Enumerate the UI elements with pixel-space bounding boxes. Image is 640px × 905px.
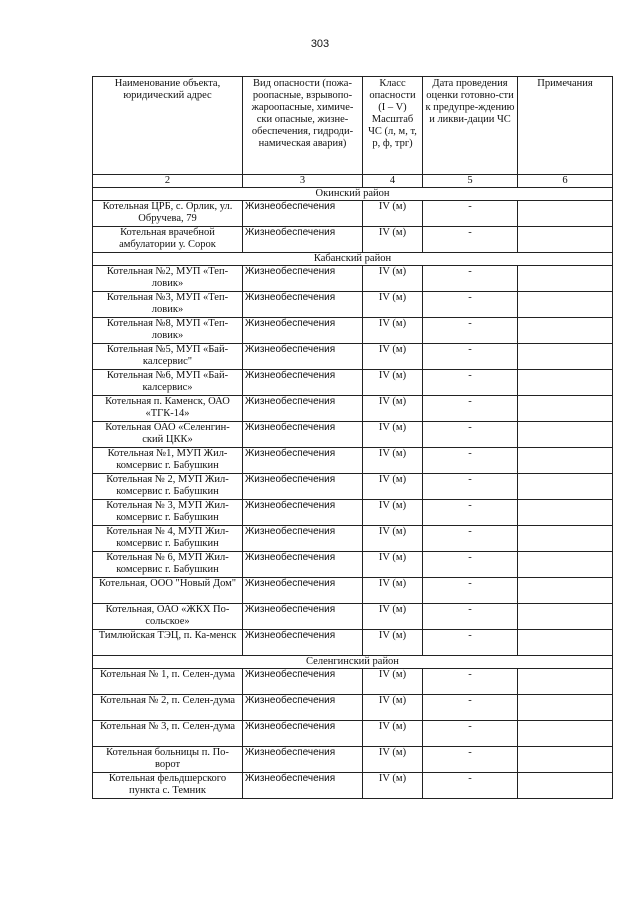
table-row	[93, 474, 613, 500]
object-name-cell: Котельная ЦРБ, с. Орлик, ул. Обручева, 79	[93, 201, 243, 227]
notes-cell	[518, 396, 613, 422]
table-row	[93, 526, 613, 552]
header-assessment-date: Дата проведения оценки готовно-сти к предупре-ждению и ликви-дации ЧС	[423, 77, 518, 175]
hazard-class-cell: IV (м)	[363, 474, 423, 500]
hazard-type-cell: Жизнеобеспечения	[243, 422, 363, 448]
assessment-date-cell: -	[423, 266, 518, 292]
hazard-class-cell: IV (м)	[363, 292, 423, 318]
object-name-cell: Котельная фельдшерского пункта с. Темник	[93, 773, 243, 799]
assessment-date-cell: -	[423, 721, 518, 747]
hazard-objects-table	[92, 76, 613, 799]
hazard-type-cell: Жизнеобеспечения	[243, 474, 363, 500]
section-row	[93, 656, 613, 669]
assessment-date-cell: -	[423, 448, 518, 474]
section-row	[93, 188, 613, 201]
assessment-date-cell: -	[423, 500, 518, 526]
table-row	[93, 318, 613, 344]
assessment-date-cell: -	[423, 695, 518, 721]
hazard-type-cell: Жизнеобеспечения	[243, 227, 363, 253]
hazard-class-cell: IV (м)	[363, 344, 423, 370]
table-row	[93, 604, 613, 630]
hazard-type-cell: Жизнеобеспечения	[243, 344, 363, 370]
assessment-date-cell: -	[423, 227, 518, 253]
header-hazard-class: Класс опасности (I – V) Масштаб ЧС (л, м, т, р, ф, трг)	[363, 77, 423, 175]
notes-cell	[518, 578, 613, 604]
assessment-date-cell: -	[423, 201, 518, 227]
section-title: Окинский район	[93, 188, 613, 201]
column-number: 2	[93, 175, 243, 188]
column-number: 4	[363, 175, 423, 188]
hazard-class-cell: IV (м)	[363, 422, 423, 448]
hazard-class-cell: IV (м)	[363, 227, 423, 253]
notes-cell	[518, 669, 613, 695]
table-row	[93, 578, 613, 604]
table-row	[93, 669, 613, 695]
notes-cell	[518, 227, 613, 253]
section-row	[93, 253, 613, 266]
table-row	[93, 695, 613, 721]
hazard-type-cell: Жизнеобеспечения	[243, 526, 363, 552]
table-row	[93, 201, 613, 227]
table-row	[93, 344, 613, 370]
hazard-class-cell: IV (м)	[363, 526, 423, 552]
notes-cell	[518, 604, 613, 630]
object-name-cell: Котельная врачебной амбулатории у. Сорок	[93, 227, 243, 253]
hazard-class-cell: IV (м)	[363, 396, 423, 422]
section-title: Селенгинский район	[93, 656, 613, 669]
object-name-cell: Котельная больницы п. По-ворот	[93, 747, 243, 773]
hazard-type-cell: Жизнеобеспечения	[243, 604, 363, 630]
table-row	[93, 747, 613, 773]
assessment-date-cell: -	[423, 578, 518, 604]
notes-cell	[518, 630, 613, 656]
notes-cell	[518, 500, 613, 526]
column-number-row	[93, 175, 613, 188]
assessment-date-cell: -	[423, 747, 518, 773]
notes-cell	[518, 747, 613, 773]
table-row	[93, 630, 613, 656]
hazard-class-cell: IV (м)	[363, 370, 423, 396]
header-notes: Примечания	[518, 77, 613, 175]
hazard-class-cell: IV (м)	[363, 669, 423, 695]
assessment-date-cell: -	[423, 344, 518, 370]
object-name-cell: Котельная №6, МУП «Бай-калсервис»	[93, 370, 243, 396]
assessment-date-cell: -	[423, 292, 518, 318]
section-title: Кабанский район	[93, 253, 613, 266]
hazard-type-cell: Жизнеобеспечения	[243, 201, 363, 227]
hazard-class-cell: IV (м)	[363, 266, 423, 292]
assessment-date-cell: -	[423, 422, 518, 448]
object-name-cell: Котельная № 6, МУП Жил-комсервис г. Бабушкин	[93, 552, 243, 578]
table-row	[93, 500, 613, 526]
table-body	[93, 175, 613, 799]
table-row	[93, 227, 613, 253]
object-name-cell: Тимлюйская ТЭЦ, п. Ка-менск	[93, 630, 243, 656]
hazard-type-cell: Жизнеобеспечения	[243, 318, 363, 344]
notes-cell	[518, 474, 613, 500]
header-hazard-type: Вид опасности (пожа-роопасные, взрывопо-жароопасные, химиче-ски опасные, жизне-обеспечения, гидроди-намическая авария)	[243, 77, 363, 175]
object-name-cell: Котельная, ОАО «ЖКХ По-сольское»	[93, 604, 243, 630]
hazard-type-cell: Жизнеобеспечения	[243, 669, 363, 695]
hazard-type-cell: Жизнеобеспечения	[243, 396, 363, 422]
object-name-cell: Котельная №5, МУП «Бай-калсервис"	[93, 344, 243, 370]
notes-cell	[518, 773, 613, 799]
table-row	[93, 721, 613, 747]
notes-cell	[518, 552, 613, 578]
hazard-class-cell: IV (м)	[363, 552, 423, 578]
assessment-date-cell: -	[423, 318, 518, 344]
notes-cell	[518, 266, 613, 292]
table-row	[93, 773, 613, 799]
hazard-class-cell: IV (м)	[363, 630, 423, 656]
notes-cell	[518, 370, 613, 396]
header-object-name: Наименование объекта, юридический адрес	[93, 77, 243, 175]
object-name-cell: Котельная №3, МУП «Теп-ловик»	[93, 292, 243, 318]
hazard-class-cell: IV (м)	[363, 773, 423, 799]
hazard-type-cell: Жизнеобеспечения	[243, 630, 363, 656]
object-name-cell: Котельная ОАО «Селенгин-ский ЦКК»	[93, 422, 243, 448]
hazard-type-cell: Жизнеобеспечения	[243, 292, 363, 318]
object-name-cell: Котельная № 2, п. Селен-дума	[93, 695, 243, 721]
notes-cell	[518, 721, 613, 747]
table-row	[93, 292, 613, 318]
table-row	[93, 396, 613, 422]
assessment-date-cell: -	[423, 552, 518, 578]
assessment-date-cell: -	[423, 773, 518, 799]
object-name-cell: Котельная № 1, п. Селен-дума	[93, 669, 243, 695]
hazard-type-cell: Жизнеобеспечения	[243, 552, 363, 578]
hazard-type-cell: Жизнеобеспечения	[243, 721, 363, 747]
object-name-cell: Котельная № 4, МУП Жил-комсервис г. Бабушкин	[93, 526, 243, 552]
table-row	[93, 448, 613, 474]
hazard-type-cell: Жизнеобеспечения	[243, 747, 363, 773]
page-number: 303	[310, 38, 330, 50]
assessment-date-cell: -	[423, 396, 518, 422]
hazard-type-cell: Жизнеобеспечения	[243, 500, 363, 526]
assessment-date-cell: -	[423, 474, 518, 500]
object-name-cell: Котельная №8, МУП «Теп-ловик»	[93, 318, 243, 344]
hazard-class-cell: IV (м)	[363, 318, 423, 344]
hazard-class-cell: IV (м)	[363, 201, 423, 227]
column-number: 3	[243, 175, 363, 188]
assessment-date-cell: -	[423, 604, 518, 630]
object-name-cell: Котельная №1, МУП Жил-комсервис г. Бабушкин	[93, 448, 243, 474]
hazard-class-cell: IV (м)	[363, 695, 423, 721]
assessment-date-cell: -	[423, 370, 518, 396]
object-name-cell: Котельная № 3, п. Селен-дума	[93, 721, 243, 747]
table-row	[93, 266, 613, 292]
header-row	[93, 77, 613, 175]
hazard-class-cell: IV (м)	[363, 500, 423, 526]
object-name-cell: Котельная п. Каменск, ОАО «ТГК-14»	[93, 396, 243, 422]
hazard-class-cell: IV (м)	[363, 578, 423, 604]
hazard-type-cell: Жизнеобеспечения	[243, 370, 363, 396]
object-name-cell: Котельная, ООО "Новый Дом"	[93, 578, 243, 604]
assessment-date-cell: -	[423, 669, 518, 695]
hazard-type-cell: Жизнеобеспечения	[243, 773, 363, 799]
table-row	[93, 370, 613, 396]
hazard-type-cell: Жизнеобеспечения	[243, 695, 363, 721]
hazard-type-cell: Жизнеобеспечения	[243, 448, 363, 474]
hazard-type-cell: Жизнеобеспечения	[243, 578, 363, 604]
notes-cell	[518, 422, 613, 448]
table-row	[93, 552, 613, 578]
notes-cell	[518, 448, 613, 474]
notes-cell	[518, 318, 613, 344]
notes-cell	[518, 526, 613, 552]
assessment-date-cell: -	[423, 526, 518, 552]
hazard-class-cell: IV (м)	[363, 721, 423, 747]
hazard-type-cell: Жизнеобеспечения	[243, 266, 363, 292]
hazard-class-cell: IV (м)	[363, 747, 423, 773]
notes-cell	[518, 344, 613, 370]
hazard-class-cell: IV (м)	[363, 448, 423, 474]
table-row	[93, 422, 613, 448]
object-name-cell: Котельная № 3, МУП Жил-комсервис г. Бабушкин	[93, 500, 243, 526]
assessment-date-cell: -	[423, 630, 518, 656]
hazard-class-cell: IV (м)	[363, 604, 423, 630]
object-name-cell: Котельная №2, МУП «Теп-ловик»	[93, 266, 243, 292]
object-name-cell: Котельная № 2, МУП Жил-комсервис г. Бабушкин	[93, 474, 243, 500]
notes-cell	[518, 292, 613, 318]
column-number: 5	[423, 175, 518, 188]
column-number: 6	[518, 175, 613, 188]
notes-cell	[518, 695, 613, 721]
notes-cell	[518, 201, 613, 227]
